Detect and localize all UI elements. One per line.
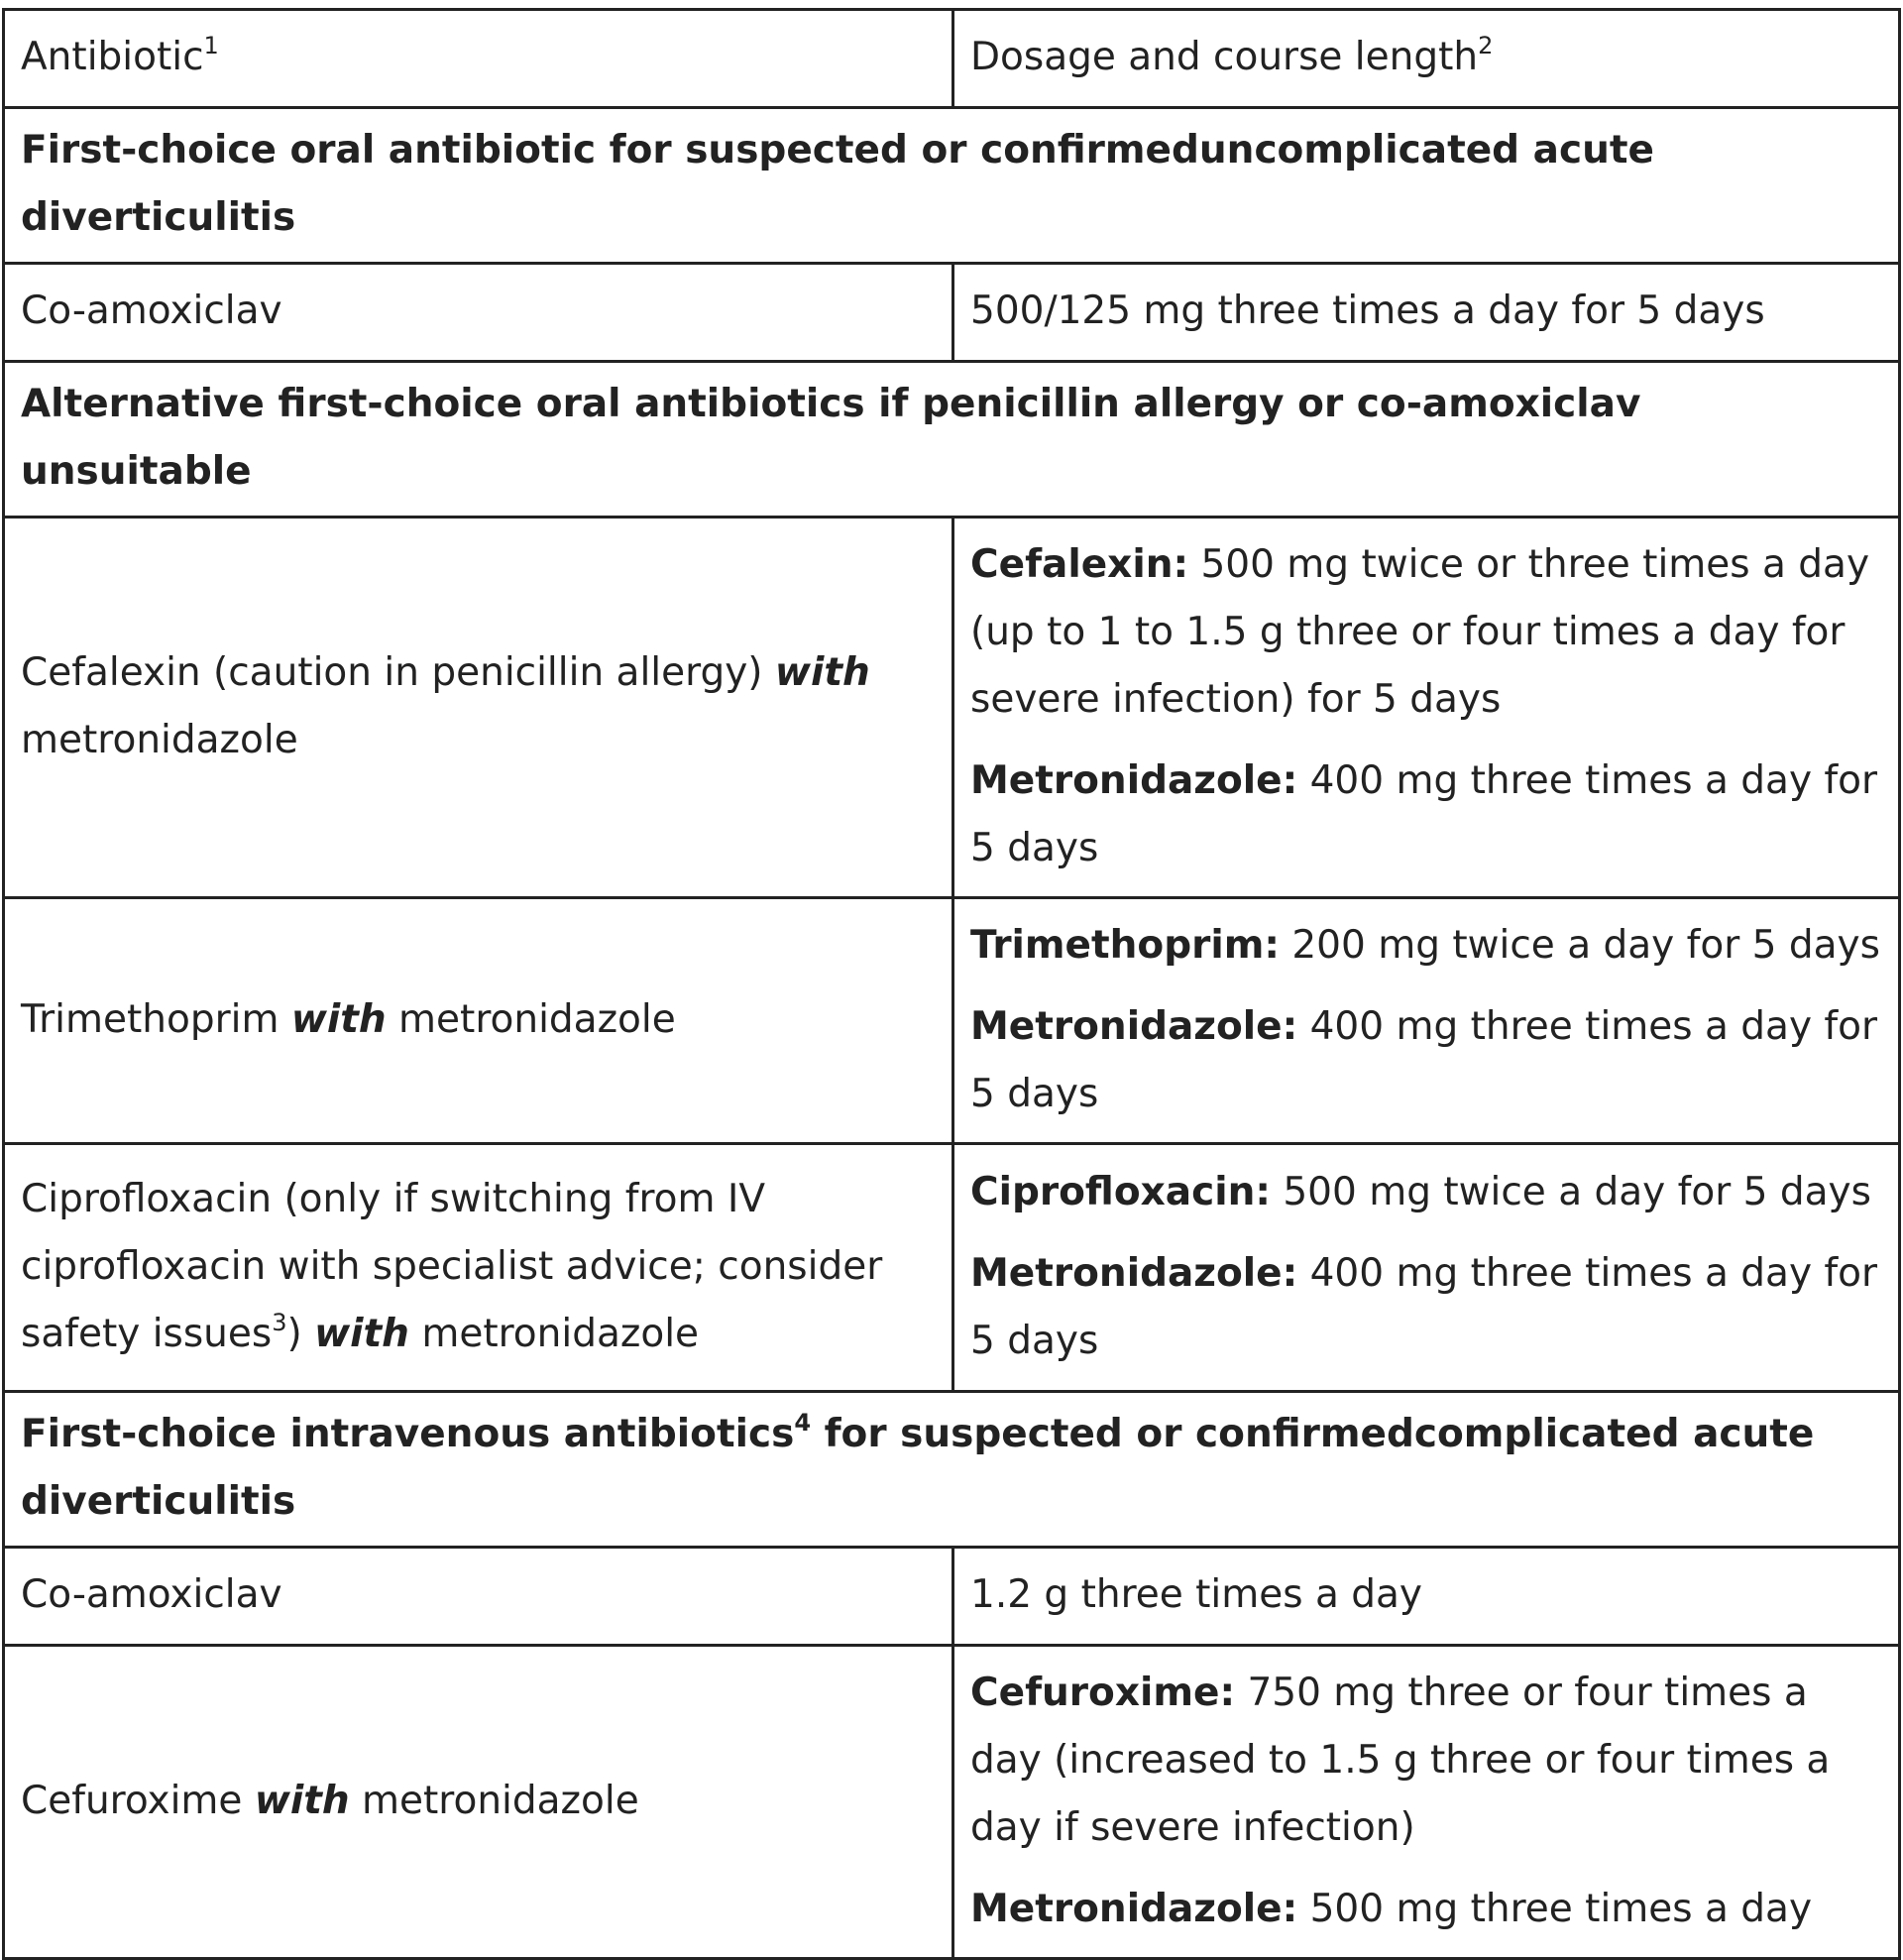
drug-label: Metronidazole: [970, 1886, 1298, 1931]
footnote-ref-2: 2 [1478, 32, 1494, 59]
antibiotic-text: Trimethoprim [21, 996, 291, 1042]
dosage-paragraph [970, 531, 1882, 734]
with-emphasis: with [774, 649, 870, 695]
antibiotic-text: metronidazole [21, 717, 298, 762]
header-cell-dosage [953, 10, 1900, 108]
antibiotic-table [2, 8, 1901, 1960]
antibiotic-cell: Co-amoxiclav [4, 264, 953, 362]
antibiotic-cell [4, 1144, 953, 1392]
antibiotic-text: Ciprofloxacin (only if switching from IV ciprofloxacin with specialist advice; consider safety issues [21, 1176, 883, 1356]
dosage-cell [953, 518, 1900, 898]
dosage-text: 200 mg twice a day for 5 days [1279, 922, 1880, 968]
antibiotic-text: metronidazole [408, 1311, 700, 1356]
section-heading [4, 1392, 1900, 1548]
section-heading-text: First-choice intravenous antibiotics [21, 1412, 795, 1456]
antibiotic-cell: Co-amoxiclav [4, 1548, 953, 1646]
drug-label: Metronidazole: [970, 757, 1298, 803]
section-row-oral-alternative [4, 362, 1900, 518]
table-row [4, 518, 1900, 898]
drug-label: Metronidazole: [970, 1250, 1298, 1296]
section-row-oral-first-choice [4, 108, 1900, 264]
dosage-paragraph [970, 1240, 1882, 1375]
table-row [4, 1646, 1900, 1959]
drug-label: Cefuroxime: [970, 1670, 1236, 1715]
with-emphasis: with [254, 1778, 350, 1823]
dosage-text: 400 mg three times a day for 5 days [970, 1003, 1878, 1116]
antibiotic-text: ) [286, 1311, 315, 1356]
table-row [4, 898, 1900, 1144]
dosage-cell [953, 1646, 1900, 1959]
drug-label: Trimethoprim: [970, 922, 1280, 968]
dosage-cell: 500/125 mg three times a day for 5 days [953, 264, 1900, 362]
dosage-cell [953, 898, 1900, 1144]
drug-label: Metronidazole: [970, 1003, 1298, 1049]
table-row [4, 264, 1900, 362]
dosage-text: 500 mg twice a day for 5 days [1270, 1169, 1871, 1214]
dosage-paragraph [970, 912, 1882, 980]
table-row [4, 1548, 1900, 1646]
dosage-text: 400 mg three times a day for 5 days [970, 757, 1878, 870]
antibiotic-text: Cefalexin (caution in penicillin allergy) [21, 649, 775, 695]
antibiotic-text: metronidazole [386, 996, 676, 1042]
antibiotic-cell [4, 898, 953, 1144]
dosage-paragraph [970, 993, 1882, 1128]
header-antibiotic-label: Antibiotic [21, 35, 204, 79]
dosage-text: 400 mg three times a day for 5 days [970, 1250, 1878, 1363]
section-row-intravenous [4, 1392, 1900, 1548]
dosage-cell: 1.2 g three times a day [953, 1548, 1900, 1646]
table-row [4, 1144, 1900, 1392]
antibiotic-cell [4, 1646, 953, 1959]
dosage-paragraph [970, 1876, 1882, 1943]
antibiotic-cell [4, 518, 953, 898]
section-heading-text: for suspected or confirmedcomplicated acute diverticulitis [21, 1412, 1815, 1524]
dosage-text: 500 mg three times a day [1297, 1886, 1813, 1931]
header-cell-antibiotic [4, 10, 953, 108]
dosage-text: 750 mg three or four times a day (increased to 1.5 g three or four times a day if severe infection) [970, 1670, 1831, 1850]
footnote-ref-3: 3 [272, 1308, 287, 1336]
dosage-cell [953, 1144, 1900, 1392]
table-header-row [4, 10, 1900, 108]
antibiotic-text: Cefuroxime [21, 1778, 255, 1823]
with-emphasis: with [290, 996, 387, 1042]
drug-label: Ciprofloxacin: [970, 1169, 1271, 1214]
dosage-paragraph [970, 1660, 1882, 1862]
footnote-ref-4: 4 [794, 1409, 812, 1437]
footnote-ref-1: 1 [203, 32, 219, 59]
section-heading: First-choice oral antibiotic for suspected or confirmeduncomplicated acute diverticulitis [4, 108, 1900, 264]
dosage-text: 500 mg twice or three times a day (up to 1 to 1.5 g three or four times a day for severe infection) for 5 days [970, 541, 1870, 722]
antibiotic-text: metronidazole [349, 1778, 639, 1823]
with-emphasis: with [314, 1311, 409, 1356]
drug-label: Cefalexin: [970, 541, 1189, 587]
dosage-paragraph [970, 748, 1882, 882]
dosage-paragraph [970, 1159, 1882, 1226]
header-dosage-label: Dosage and course length [970, 35, 1479, 79]
section-heading: Alternative first-choice oral antibiotics if penicillin allergy or co-amoxiclav unsuitable [4, 362, 1900, 518]
